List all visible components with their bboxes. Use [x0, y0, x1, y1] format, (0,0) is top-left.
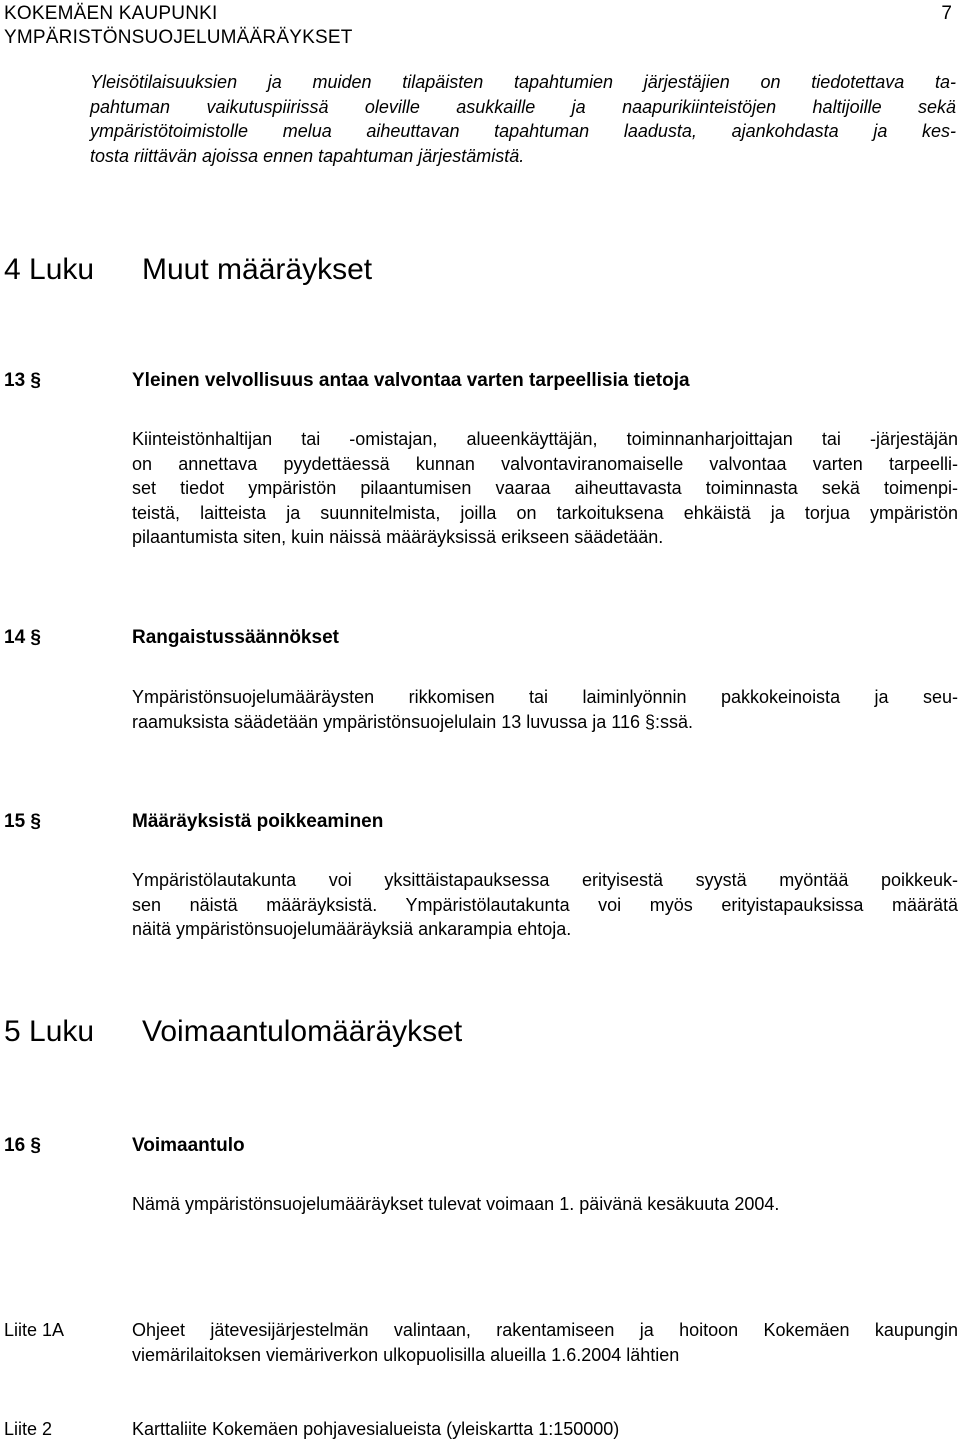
- section-14-body: [132, 685, 958, 734]
- text-line: Nämä ympäristönsuojelumääräykset tulevat voimaan 1. päivänä kesäkuuta 2004.: [132, 1194, 780, 1214]
- section-14-heading: [4, 626, 339, 650]
- text-line: pilaantumista siten, kuin näissä määräyksissä erikseen säädetään.: [132, 527, 664, 547]
- chapter-4-heading: [4, 252, 372, 288]
- section-title: Yleinen velvollisuus antaa valvontaa varten tarpeellisia tietoja: [132, 370, 690, 391]
- chapter-number: 5 Luku: [4, 1015, 95, 1048]
- text-line: tosta riittävän ajoissa ennen tapahtuman järjestämistä.: [90, 145, 525, 166]
- text-line: teistä, laitteista ja suunnitelmista, joilla on tarkoituksena ehkäistä ja torjua ympäristön: [132, 502, 958, 523]
- section-16-body: [132, 1192, 958, 1217]
- text-line: viemärilaitoksen viemäriverkon ulkopuolisilla alueilla 1.6.2004 lähtien: [132, 1344, 680, 1365]
- section-number: 16 §: [4, 1135, 41, 1156]
- section-16-heading: [4, 1134, 245, 1158]
- text-line: sen näistä määräyksistä. Ympäristölautakunta voi myös erityistapauksissa määrätä: [132, 894, 958, 915]
- section-number: 15 §: [4, 811, 41, 832]
- text-line: pahtuman vaikutuspiirissä oleville asukkaille ja naapurikiinteistöjen haltijoille sekä: [90, 96, 956, 117]
- text-line: ympäristötoimistolle melua aiheuttavan tapahtuman laadusta, ajankohdasta ja kes-: [90, 121, 956, 141]
- attachment-1a: [4, 1318, 960, 1368]
- section-13-heading: [4, 369, 690, 393]
- section-title: Määräyksistä poikkeaminen: [132, 811, 384, 832]
- header-municipality: KOKEMÄEN KAUPUNKI: [4, 3, 218, 24]
- chapter-5-heading: [4, 1014, 462, 1050]
- chapter-number: 4 Luku: [4, 253, 95, 286]
- section-title: Voimaantulo: [132, 1135, 245, 1156]
- section-title: Rangaistussäännökset: [132, 627, 339, 648]
- page-number: 7: [941, 3, 952, 24]
- text-line: on annettava pyydettäessä kunnan valvontaviranomaiselle valvontaa varten tarpeelli-: [132, 453, 958, 474]
- section-number: 14 §: [4, 627, 41, 648]
- chapter-title: Muut määräykset: [142, 253, 373, 286]
- text-line: Ohjeet jätevesijärjestelmän valintaan, rakentamiseen ja hoitoon Kokemäen kaupungin: [132, 1320, 958, 1340]
- text-line: raamuksista säädetään ympäristönsuojelulain 13 luvussa ja 116 §:ssä.: [132, 711, 693, 732]
- section-number: 13 §: [4, 370, 41, 391]
- header-document-title: YMPÄRISTÖNSUOJELUMÄÄRÄYKSET: [4, 27, 353, 48]
- attachment-label: Liite 1A: [4, 1320, 65, 1340]
- text-line: Ympäristönsuojelumääräysten rikkomisen tai laiminlyönnin pakkokeinoista ja seu-: [132, 687, 958, 707]
- attachment-description: [132, 1417, 958, 1442]
- section-15-body: [132, 868, 958, 942]
- text-line: näitä ympäristönsuojelumääräyksiä ankarampia ehtoja.: [132, 919, 572, 939]
- text-line: Karttaliite Kokemäen pohjavesialueista (yleiskartta 1:150000): [132, 1419, 620, 1439]
- attachment-label: Liite 2: [4, 1419, 53, 1439]
- text-line: set tiedot ympäristön pilaantumisen vaaraa aiheuttavasta toiminnasta sekä toimenpi-: [132, 478, 958, 498]
- section-13-body: [132, 427, 958, 550]
- chapter-title: Voimaantulomääräykset: [142, 1015, 463, 1048]
- attachment-description: [132, 1318, 958, 1367]
- text-line: Yleisötilaisuuksien ja muiden tilapäisten tapahtumien järjestäjien on tiedotettava ta-: [90, 72, 956, 92]
- text-line: Kiinteistönhaltijan tai -omistajan, alueenkäyttäjän, toiminnanharjoittajan tai -järjestäjän: [132, 429, 958, 449]
- section-15-heading: [4, 810, 383, 834]
- intro-paragraph: [90, 70, 956, 168]
- attachment-2: [4, 1417, 960, 1443]
- text-line: Ympäristölautakunta voi yksittäistapauksessa erityisestä syystä myöntää poikkeuk-: [132, 870, 958, 890]
